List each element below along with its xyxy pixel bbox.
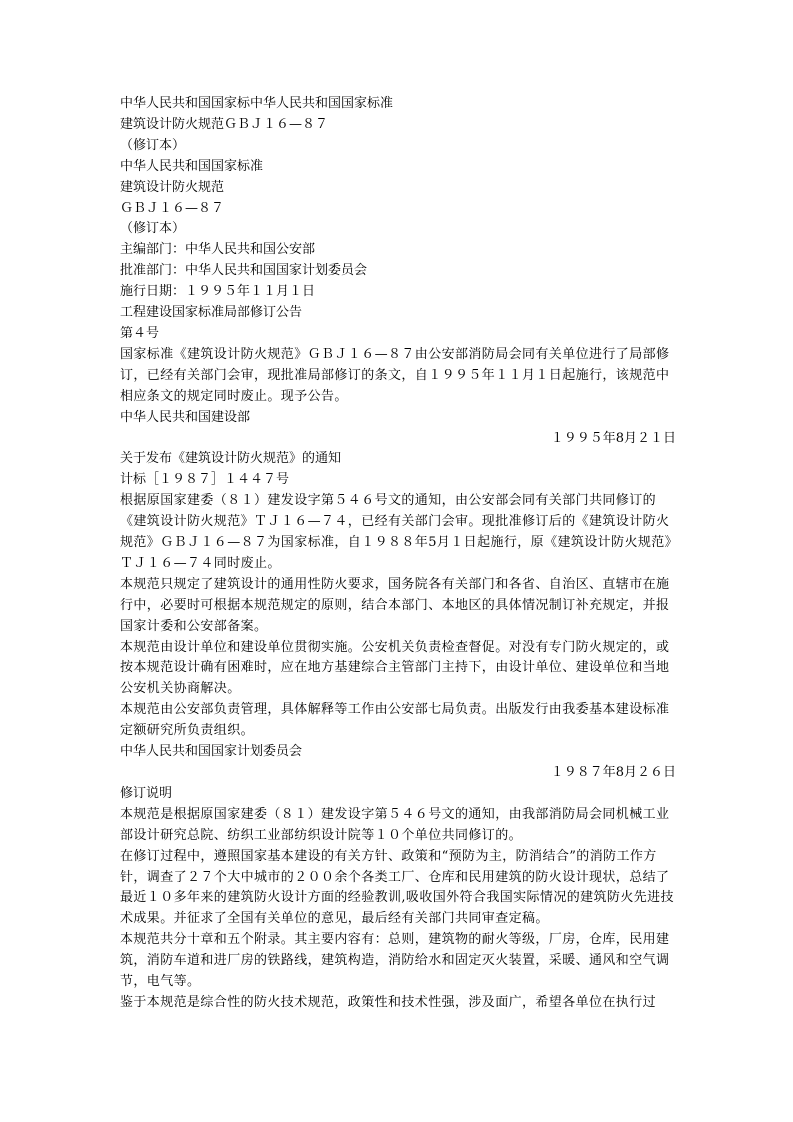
revision-paragraph: 本规范共分十章和五个附录。其主要内容有：总则，建筑物的耐火等级，厂房，仓库，民用建筑，消防车道和进厂房的铁路线，建筑构造，消防给水和固定灭火装置，采暖、通风和空气调节，电气等。	[120, 932, 670, 990]
announcement-date: １９９５年8月２１日	[550, 430, 676, 446]
header-line: 中华人民共和国国家标中华人民共和国国家标准	[120, 96, 394, 111]
notice-title: 关于发布《建筑设计防火规范》的通知	[120, 451, 342, 467]
notice-date: １９８７年8月２６日	[550, 765, 676, 780]
notice-number: 计标［１９８７］１４４７号	[120, 472, 290, 488]
header-line: 建筑设计防火规范ＧＢＪ１６—８７	[120, 116, 329, 132]
effective-date: 施行日期：１９９５年１１月１日	[120, 284, 316, 300]
notice-paragraph: 本规范由设计单位和建设单位贯彻实施。公安机关负责检查督促。对没有专门防火规定的，或按本规范设计确有困难时，应在地方基建综合主管部门主持下，由设计单位、建设单位和当地公安机关协商解决。	[120, 639, 670, 697]
edition-note: （修订本）	[120, 221, 186, 237]
standard-code: ＧＢＪ１６—８７	[120, 200, 225, 216]
revision-paragraph: 本规范是根据原国家建委（８１）建发设字第５４６号文的通知，由我部消防局会同机械工业部设计研究总院、纺织工业部纺织设计院等１０个单位共同修订的。	[120, 806, 670, 843]
announcement-title: 工程建设国家标准局部修订公告	[120, 305, 303, 321]
standard-title: 中华人民共和国国家标准	[120, 158, 264, 174]
revision-title: 修订说明	[120, 785, 173, 801]
revision-paragraph: 鉴于本规范是综合性的防火技术规范，政策性和技术性强，涉及面广，希望各单位在执行过	[120, 994, 657, 1010]
announcement-number: 第４号	[120, 325, 160, 341]
standard-name: 建筑设计防火规范	[120, 179, 225, 195]
notice-issuer: 中华人民共和国国家计划委员会	[120, 744, 303, 760]
announcement-body: 国家标准《建筑设计防火规范》ＧＢＪ１６—８７由公安部消防局会同有关单位进行了局部修订，已经有关部门会审，现批准局部修订的条文，自１９９５年１１月１日起施行，该规范中相应条文的规定同时废止。现予公告。	[120, 346, 670, 404]
document-page	[120, 94, 676, 1014]
notice-paragraph: 本规范只规定了建筑设计的通用性防火要求，国务院各有关部门和各省、自治区、直辖市在施行中，必要时可根据本规范规定的原则，结合本部门、本地区的具体情况制订补充规定，并报国家计委和公安部备案。	[120, 576, 670, 634]
notice-paragraph: 本规范由公安部负责管理，具体解释等工作由公安部七局负责。出版发行由我委基本建设标准定额研究所负责组织。	[120, 702, 670, 739]
revision-paragraph: 在修订过程中，遵照国家基本建设的有关方针、政策和“预防为主，防消结合”的消防工作方针，调查了２７个大中城市的２００余个各类工厂、仓库和民用建筑的防火设计现状，总结了最近１０多年来的建筑防火设计方面的经验教训,吸收国外符合我国实际情况的建筑防火先进技术成果。并征求了全国有关单位的意见，最后经有关部门共同审查定稿。	[120, 848, 674, 927]
approver-dept: 批准部门：中华人民共和国国家计划委员会	[120, 263, 368, 279]
announcement-issuer: 中华人民共和国建设部	[120, 409, 251, 425]
editor-dept: 主编部门：中华人民共和国公安部	[120, 242, 316, 258]
notice-paragraph: 根据原国家建委（８１）建发设字第５４６号文的通知，由公安部会同有关部门共同修订的《建筑设计防火规范》ＴＪ１６—７４，已经有关部门会审。现批准修订后的《建筑设计防火规范》ＧＢＪ１６—８７为国家标准，自１９８８年5月１日起施行，原《建筑设计防火规范》ＴＪ１６—７４同时废止。	[120, 493, 672, 571]
header-line: （修订本）	[120, 137, 186, 153]
